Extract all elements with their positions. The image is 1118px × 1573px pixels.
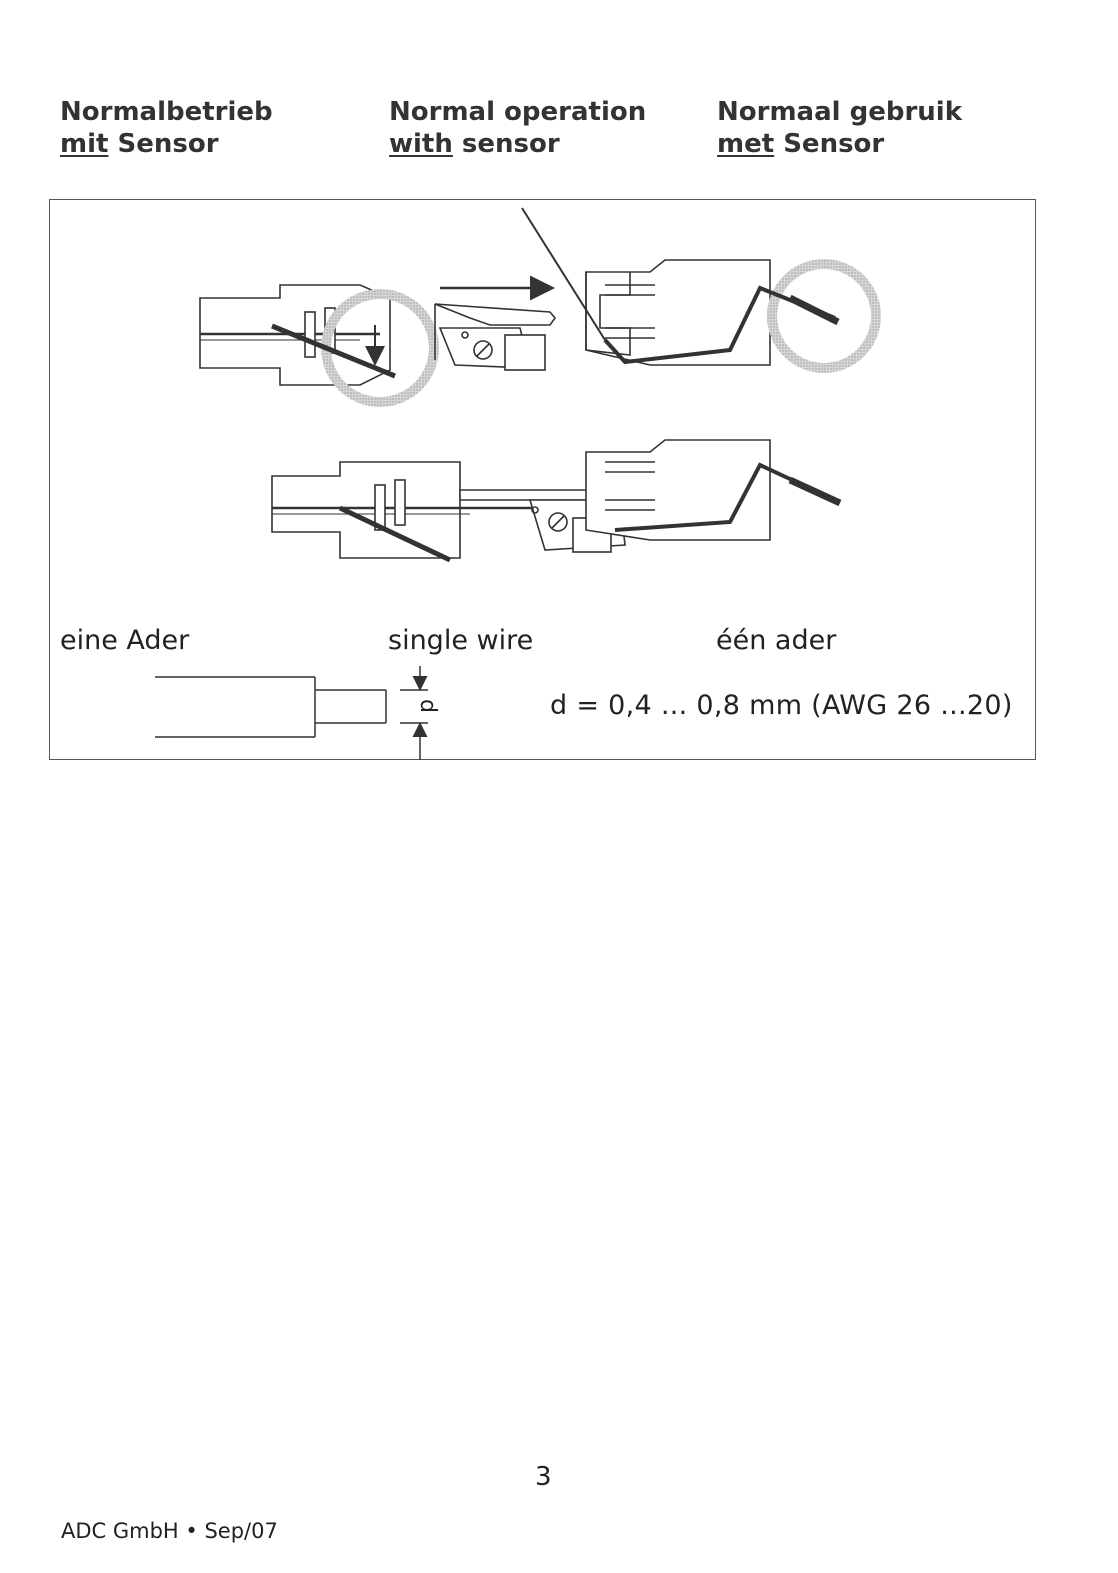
page-number: 3 [535, 1462, 552, 1492]
wire-label-english: single wire [388, 625, 534, 656]
heading-line-1: Normaal gebruik [717, 97, 962, 127]
top-assembly-step-1 [200, 285, 555, 402]
wire-label-german: eine Ader [60, 625, 190, 656]
top-assembly-step-2 [522, 208, 876, 368]
heading-english [389, 96, 646, 160]
heading-underlined-word: with [389, 129, 453, 159]
bottom-assembly [272, 440, 840, 560]
dimension-symbol: d [415, 699, 440, 713]
heading-german [60, 96, 273, 160]
wire-label-dutch: één ader [716, 625, 837, 656]
heading-line-2-rest: Sensor [108, 129, 219, 159]
footer-company-date: ADC GmbH • Sep/07 [61, 1519, 278, 1543]
heading-dutch [717, 96, 962, 160]
wire-insertion-illustration [50, 200, 1037, 761]
wire-diameter-spec: d = 0,4 ... 0,8 mm (AWG 26 ...20) [550, 690, 1013, 721]
heading-line-2 [389, 128, 646, 160]
heading-line-2 [60, 128, 273, 160]
heading-underlined-word: mit [60, 129, 109, 159]
heading-line-2 [717, 128, 962, 160]
wire-diameter-diagram [155, 666, 428, 760]
heading-line-1: Normalbetrieb [60, 97, 273, 127]
heading-underlined-word: met [717, 129, 775, 159]
heading-line-1: Normal operation [389, 97, 647, 127]
heading-line-2-rest: sensor [452, 129, 560, 159]
illustration-frame [49, 199, 1036, 760]
heading-line-2-rest: Sensor [774, 129, 885, 159]
